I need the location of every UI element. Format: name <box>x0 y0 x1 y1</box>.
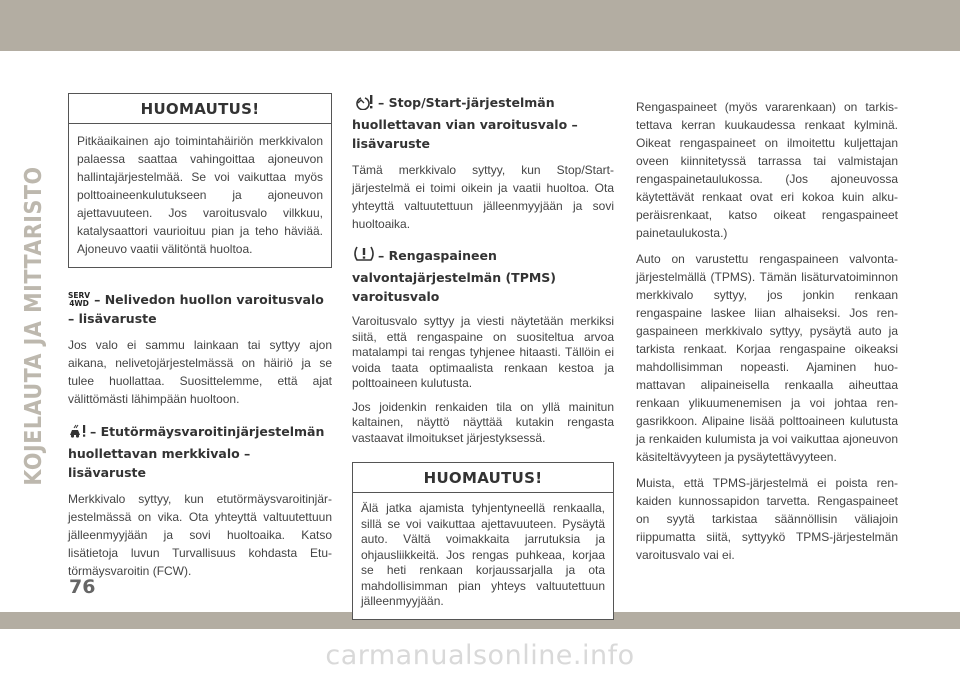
paragraph: Rengaspaineet (myös vararenkaan) on tarkistettava kerran kuukaudessa renkaat kylminä. Oikeat rengaspaineet on ilmoitettu kuljettajan oveen kiinnitetyssä tarrassa tai valmistajan rengaspainetaulukossa. (Jos ajoneuvossa käytettävät renkaat ovat eri kokoa kuin alkuperäisrenkaat, katso oikeat rengaspaineet painetaulukosta.) <box>636 100 898 240</box>
section-text: Tämä merkkivalo syttyy, kun Stop/Start-järjestelmä ei toimi oikein ja vaatii huoltoa. Ota yhteyttä valtuutettuun jälleenmyyjään ja sovi huoltoaika. <box>352 163 614 231</box>
notice-box-2 <box>352 462 614 620</box>
section-tpms <box>352 245 614 446</box>
section-heading: – Rengaspaineen valvontajärjestelmän (TPMS) varoitusvalo <box>352 248 557 304</box>
notice-text: Pitkäaikainen ajo toimintahäiriön merkkivalon palaessa saattaa vahingoittaa ajoneuvon hallintajärjestelmää. Se voi vaikuttaa myös polttoaineenkulutukseen ja ajoneuvon ajettavuuteen. Jos varoitusvalo vilkkuu, katalysaattori vaurioituu pian ja teho häviää. Ajoneuvo vaatii välitöntä huoltoa. <box>77 134 323 256</box>
watermark: carmanualsonline.info <box>325 640 635 671</box>
paragraph: Muista, että TPMS-järjestelmä ei poista renkaiden kunnossapidon tarvetta. Rengaspaineet on syytä tarkistaa säännöllisin väliajoin riippumatta siitä, syttyykö TPMS-järjestelmän varoitusvalo vai ei. <box>636 476 898 562</box>
section-serv-4wd <box>68 290 332 408</box>
forward-collision-warning-icon <box>68 423 88 444</box>
notice-box-1 <box>68 93 332 268</box>
section-text: Jos valo ei sammu lainkaan tai syttyy ajon aikana, nelivetojärjestelmässä on häiriö ja se tulee huollattaa. Suosittelemme, että ajat välittömästi lähimpään huoltoon. <box>68 338 332 406</box>
section-stop-start <box>352 93 614 233</box>
stop-start-warning-icon <box>352 94 376 115</box>
notice-title: HUOMAUTUS! <box>353 463 613 493</box>
notice-text: Älä jatka ajamista tyhjentyneellä renkaalla, sillä se voi vaikuttaa ajettavuuteen. Pysäytä auto. Vältä voimakkaita jarrutuksia ja ohjausliikkeitä. Jos rengas puhkeaa, korjaa se heti renkaan korjaussarjalla ja ota mahdollisimman pian yhteys valtuutettuun jälleenmyyjään. <box>361 501 605 608</box>
section-heading: – Nelivedon huollon varoitusvalo – lisävaruste <box>68 292 324 326</box>
column-2 <box>352 93 614 620</box>
paragraph: Auto on varustettu rengaspaineen valvontajärjestelmällä (TPMS). Tämän lisäturvatoiminnon merkkivalo syttyy, jos jonkin renkaan rengaspaine laskee liian alhaiseksi. Jos rengaspaineen merkkivalo syttyy, pysäytä auto ja tarkista renkaat. Korjaa rengaspaine oikeaksi mahdollisimman nopeasti. Ajaminen huomattavan alipaineisella renkaalla aiheuttaa renkaan ylikuumenemisen ja voi johtaa rengasrikkoon. Alipaine lisää polttoaineen kulutusta ja renkaiden kulumista ja voi vaikuttaa ajoneuvon käsiteltävyyteen ja pysäytettävyyteen. <box>636 252 898 464</box>
page-number: 76 <box>69 576 96 598</box>
section-text: Merkkivalo syttyy, kun etutörmäysvaroitinjärjestelmässä on vika. Ota yhteyttä valtuutettuun jälleenmyyjään ja sovi huoltoaika. Katso lisätietoja luvun Turvallisuus kohdasta Etutörmäysvaroitin (FCW). <box>68 492 332 578</box>
column-3 <box>636 98 898 564</box>
section-heading: – Stop/Start-järjestelmän huollettavan vian varoitusvalo – lisävaruste <box>352 95 578 151</box>
section-fcw <box>68 422 332 580</box>
section-text: Jos joidenkin renkaiden tila on yllä mainitun kaltainen, näyttö näyttää kutakin rengasta vastaavat ilmoitukset järjestyksessä. <box>352 399 614 445</box>
column-1 <box>68 93 332 580</box>
chapter-side-tab <box>14 96 54 556</box>
serv-4wd-icon: SERV 4WD <box>68 291 91 308</box>
notice-title: HUOMAUTUS! <box>69 94 331 124</box>
section-text: Varoitusvalo syttyy ja viesti näytetään merkiksi siitä, että rengaspaine on suositeltua arvoa matalampi tai rengas tyhjenee hitaasti. Tällöin ei voida taata optimaalista renkaan kestoa ja polttoaineen kulutusta. <box>352 314 614 390</box>
tire-pressure-warning-icon <box>352 245 376 268</box>
chapter-title: KOJELAUTA JA MITTARISTO <box>21 166 47 486</box>
section-heading: – Etutörmäysvaroitinjärjestelmän huollettavan merkkivalo – lisävaruste <box>68 424 325 480</box>
top-band <box>0 0 960 51</box>
